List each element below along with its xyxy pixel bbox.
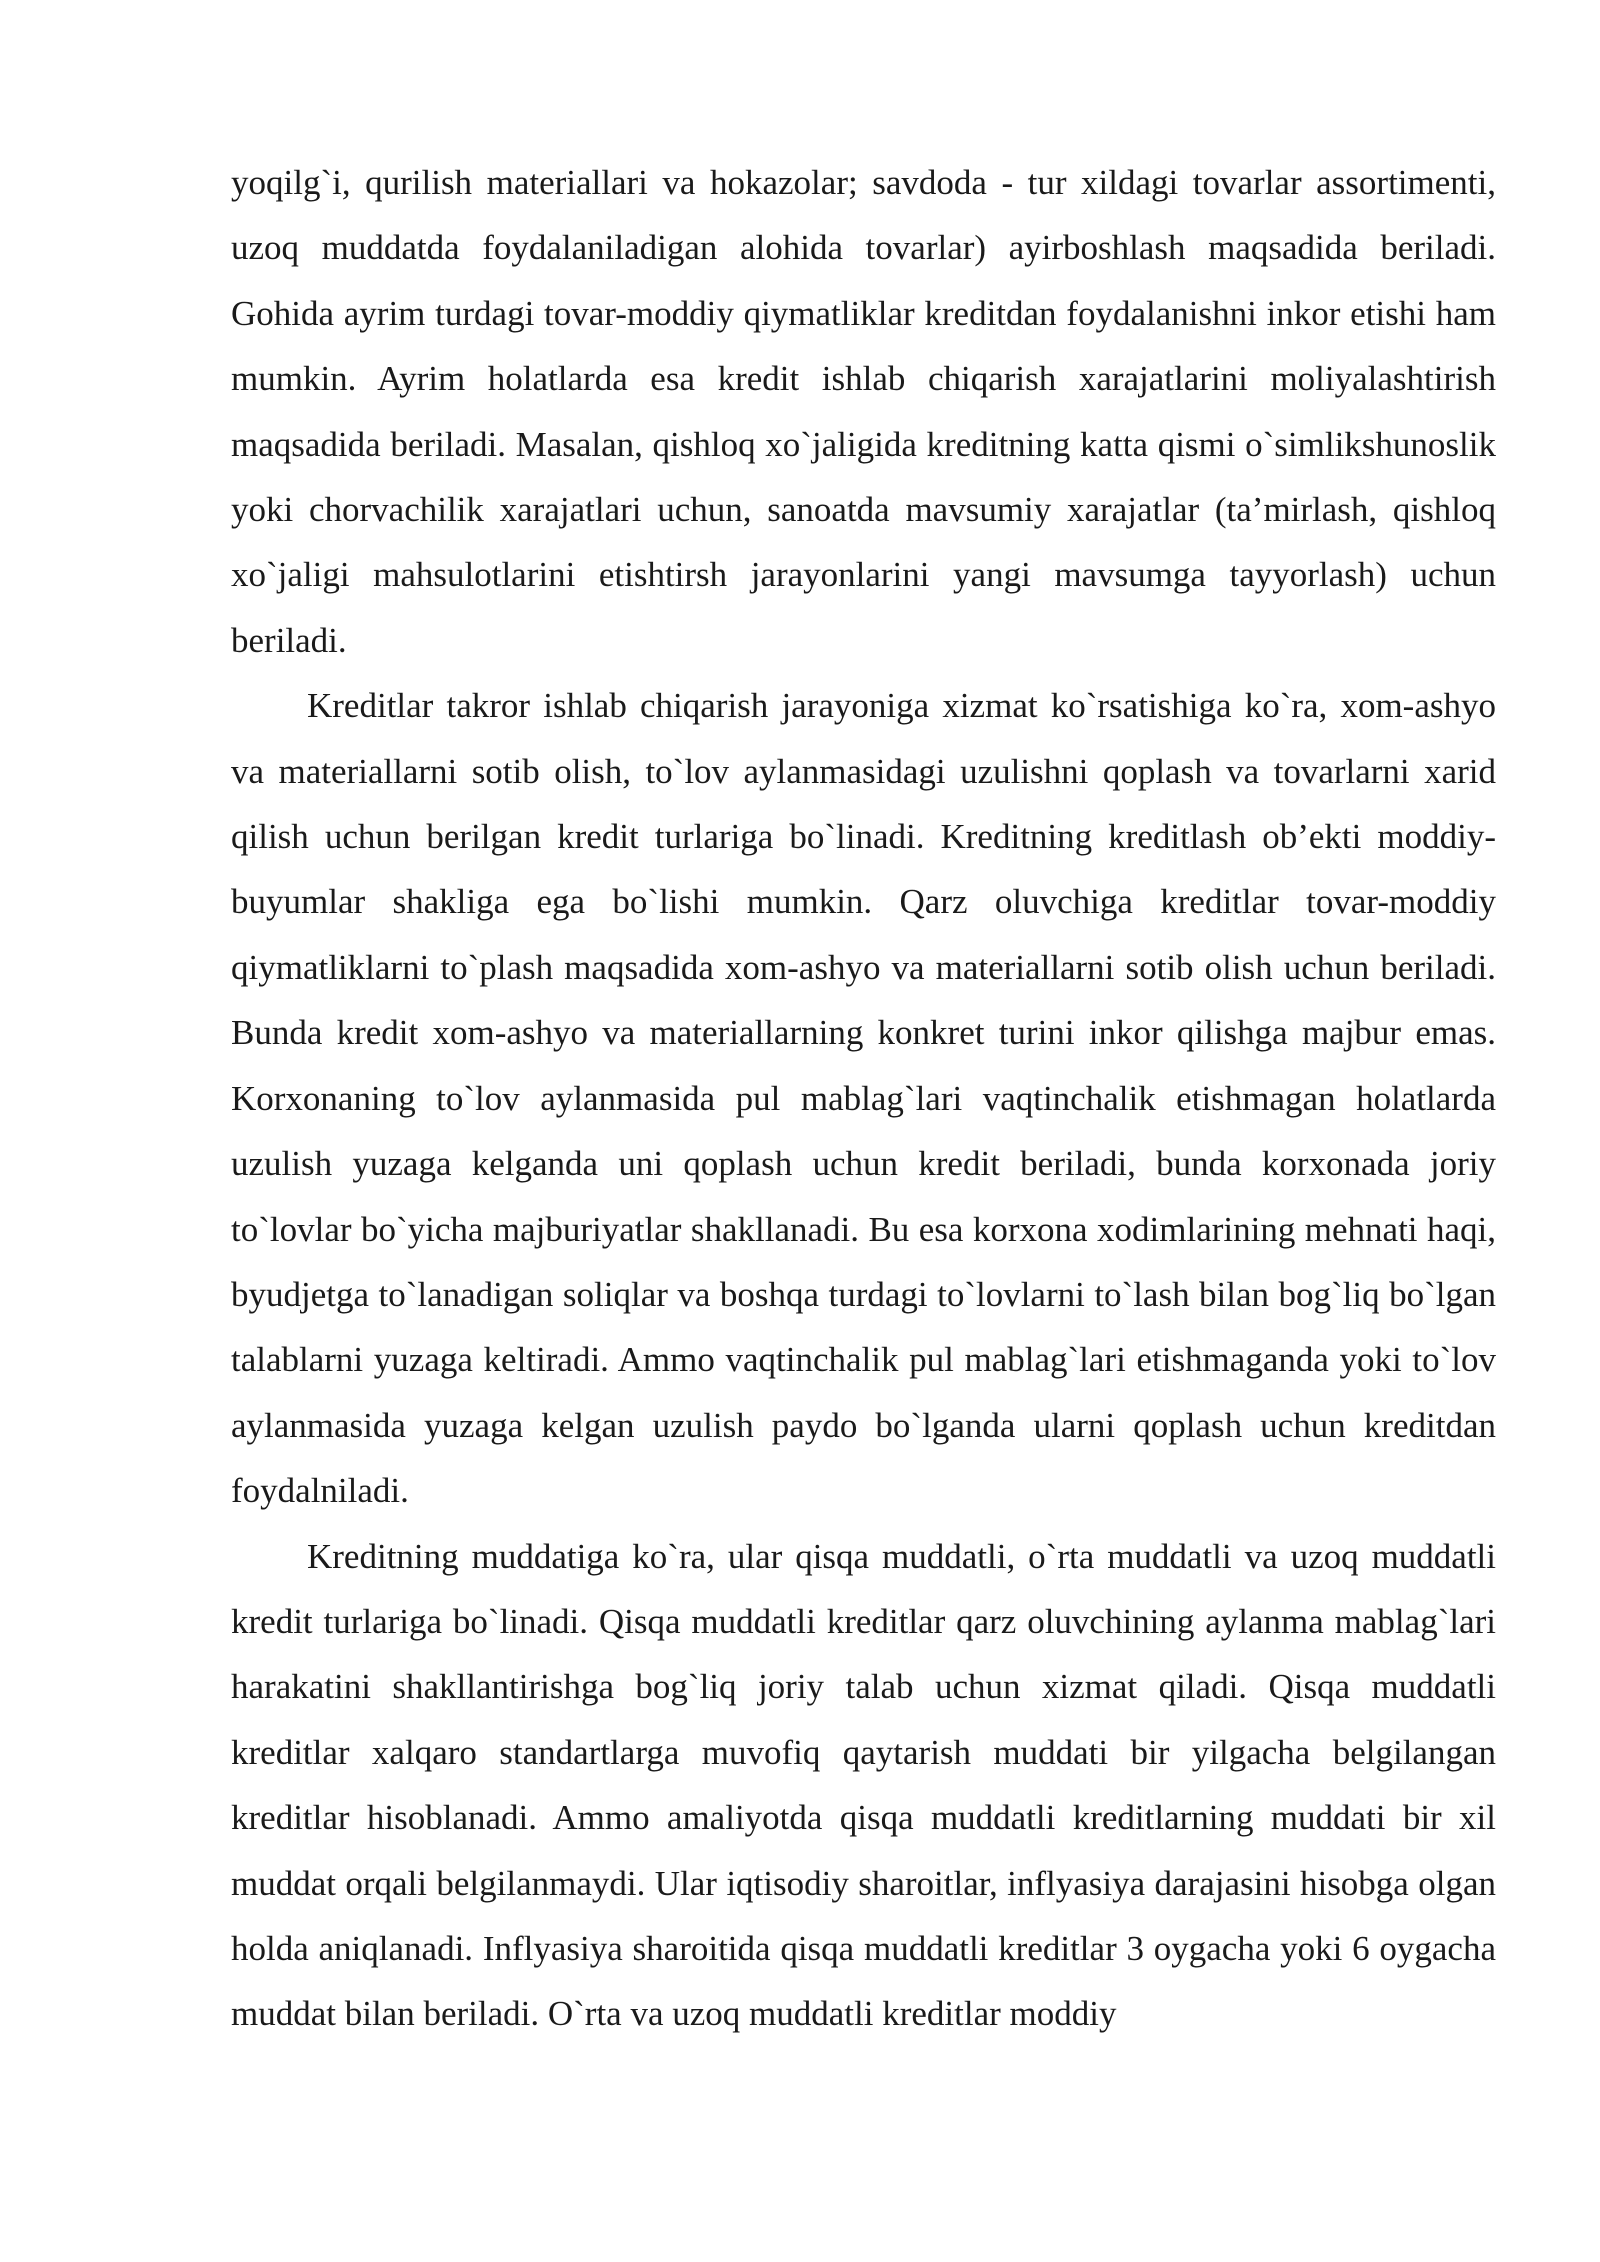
document-body — [231, 150, 1496, 2047]
paragraph-2: Kreditlar takror ishlab chiqarish jarayoniga xizmat ko`rsatishiga ko`ra, xom-ashyo va materiallarni sotib olish, to`lov aylanmasidagi uzulishni qoplash va tovarlarni xarid qilish uchun berilgan kredit turlariga bo`linadi. Kreditning kreditlash ob’ekti moddiy-buyumlar shakliga ega bo`lishi mumkin. Qarz oluvchiga kreditlar tovar-moddiy qiymatliklarni to`plash maqsadida xom-ashyo va materiallarni sotib olish uchun beriladi. Bunda kredit xom-ashyo va materiallarning konkret turini inkor qilishga majbur emas. Korxonaning to`lov aylanmasida pul mablag`lari vaqtinchalik etishmagan holatlarda uzulish yuzaga kelganda uni qoplash uchun kredit beriladi, bunda korxonada joriy to`lovlar bo`yicha majburiyatlar shakllanadi. Bu esa korxona xodimlarining mehnati haqi, byudjetga to`lanadigan soliqlar va boshqa turdagi to`lovlarni to`lash bilan bog`liq bo`lgan talablarni yuzaga keltiradi. Ammo vaqtinchalik pul mablag`lari etishmaganda yoki to`lov aylanmasida yuzaga kelgan uzulish paydo bo`lganda ularni qoplash uchun kreditdan foydalniladi. — [231, 686, 1496, 1511]
paragraph-3: Kreditning muddatiga ko`ra, ular qisqa muddatli, o`rta muddatli va uzoq muddatli kredit turlariga bo`linadi. Qisqa muddatli kreditlar qarz oluvchining aylanma mablag`lari harakatini shakllantirishga bog`liq joriy talab uchun xizmat qiladi. Qisqa muddatli kreditlar xalqaro standartlarga muvofiq qaytarish muddati bir yilgacha belgilangan kreditlar hisoblanadi. Ammo amaliyotda qisqa muddatli kreditlarning muddati bir xil muddat orqali belgilanmaydi. Ular iqtisodiy sharoitlar, inflyasiya darajasini hisobga olgan holda aniqlanadi. Inflyasiya sharoitida qisqa muddatli kreditlar 3 oygacha yoki 6 oygacha muddat bilan beriladi. O`rta va uzoq muddatli kreditlar moddiy — [231, 1536, 1496, 2034]
paragraph-1: yoqilg`i, qurilish materiallari va hokazolar; savdoda - tur xildagi tovarlar assortimenti, uzoq muddatda foydalaniladigan alohida tovarlar) ayirboshlash maqsadida beriladi. Gohida ayrim turdagi tovar-moddiy qiymatliklar kreditdan foydalanishni inkor etishi ham mumkin. Ayrim holatlarda esa kredit ishlab chiqarish xarajatlarini moliyalashtirish maqsadida beriladi. Masalan, qishloq xo`jaligida kreditning katta qismi o`simlikshunoslik yoki chorvachilik xarajatlari uchun, sanoatda mavsumiy xarajatlar (ta’mirlash, qishloq xo`jaligi mahsulotlarini etishtirsh jarayonlarini yangi mavsumga tayyorlash) uchun beriladi. — [231, 163, 1496, 660]
